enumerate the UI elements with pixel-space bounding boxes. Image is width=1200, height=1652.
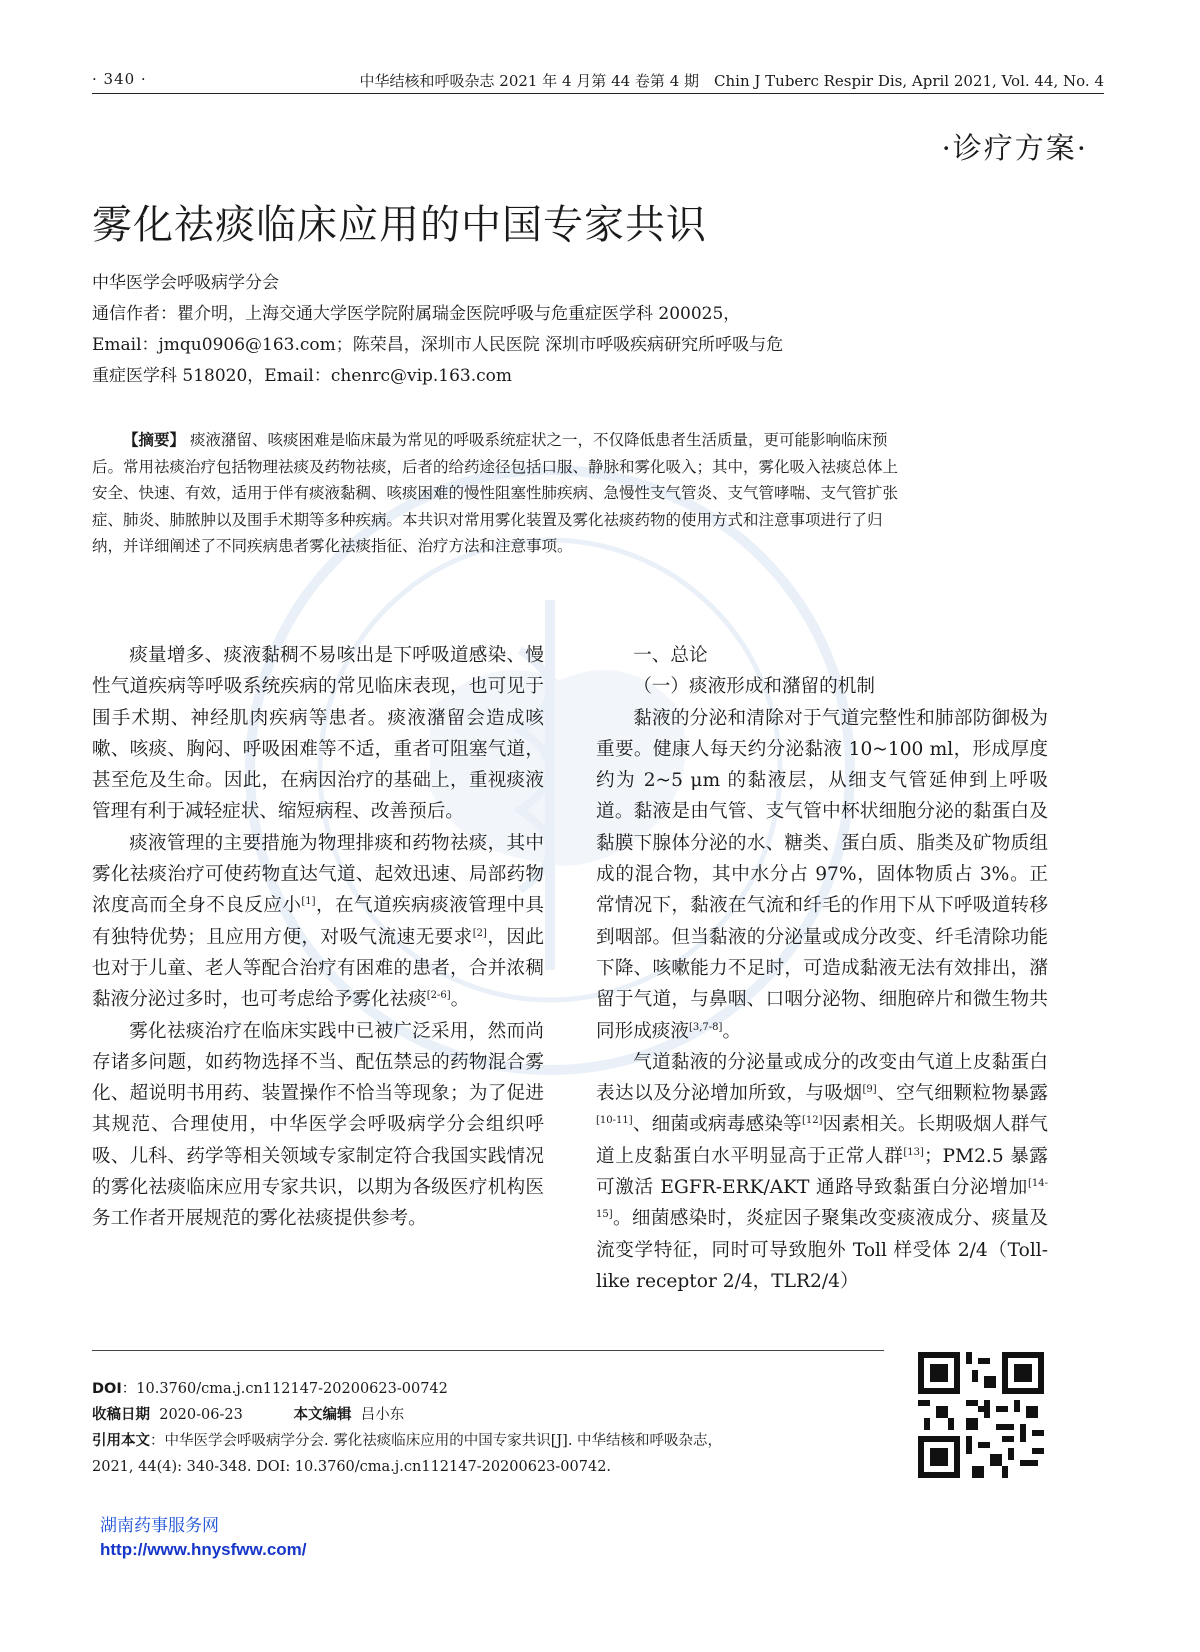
qr-code-icon[interactable]: [918, 1352, 1044, 1478]
correspondence-line-1: 通信作者：瞿介明，上海交通大学医学院附属瑞金医院呼吸与危重症医学科 200025，: [92, 304, 741, 324]
doi-line: [92, 1376, 892, 1402]
article-title: 雾化祛痰临床应用的中国专家共识: [92, 202, 707, 248]
citation-line-1: 引用本文：中华医学会呼吸病学分会. 雾化祛痰临床应用的中国专家共识[J]. 中华结核和呼吸杂志，: [92, 1433, 723, 1449]
abstract-label: 【摘要】: [123, 431, 186, 449]
citation: [12]: [801, 1115, 823, 1127]
citation: [2-6]: [426, 990, 451, 1002]
received-date: 2020-06-23: [159, 1407, 243, 1423]
source-site-watermark: [100, 1514, 307, 1562]
abstract-text: 痰液潴留、咳痰困难是临床最为常见的呼吸系统症状之一，不仅降低患者生活质量，更可能影响临床预后。常用祛痰治疗包括物理祛痰及药物祛痰，后者的给药途径包括口服、静脉和雾化吸入；其中，雾化吸入祛痰总体上安全、快速、有效，适用于伴有痰液黏稠、咳痰困难的慢性阻塞性肺疾病、急慢性支气管炎、支气管哮喘、支气管扩张症、肺炎、肺脓肿以及围手术期等多种疾病。本共识对常用雾化装置及雾化祛痰药物的使用方式和注意事项进行了归纳，并详细阐述了不同疾病患者雾化祛痰指征、治疗方法和注意事项。: [92, 431, 899, 555]
received-line: [92, 1402, 892, 1428]
author-block: [92, 268, 892, 392]
body-paragraph: 气道黏液的分泌量或成分的改变由气道上皮黏蛋白表达以及分泌增加所致，与吸烟[9]、空气细颗粒物暴露[10-11]、细菌或病毒感染等[12]因素相关。长期吸烟人群气道上皮黏蛋白水平明显高于正常人群[13]；PM2.5 暴露可激活 EGFR-ERK/AKT 通路导致黏蛋白分泌增加[14-15]。细菌感染时，炎症因子聚集改变痰液成分、痰量及流变学特征，同时可导致胞外 Toll 样受体 2/4（Toll-like receptor 2/4，TLR2/4）: [596, 1051, 1048, 1292]
citation: [2]: [472, 927, 487, 939]
left-column: [92, 640, 544, 1235]
header-rule: [92, 93, 1104, 94]
doi-label: DOI: [92, 1381, 122, 1397]
page-number: · 340 ·: [92, 70, 147, 88]
citation: [1]: [301, 896, 316, 908]
received-label: 收稿日期: [92, 1407, 150, 1423]
doi-link[interactable]: ：10.3760/cma.j.cn112147-20200623-00742: [121, 1381, 448, 1397]
right-column: [596, 640, 1048, 1297]
footer-rule: [92, 1350, 884, 1351]
author-organization: 中华医学会呼吸病学分会: [92, 273, 279, 293]
body-paragraph: 痰液管理的主要措施为物理排痰和药物祛痰，其中雾化祛痰治疗可使药物直达气道、起效迅速、局部药物浓度高而全身不良反应小[1]，在气道疾病痰液管理中具有独特优势；且应用方便，对吸气流速无要求[2]，因此也对于儿童、老人等配合治疗有困难的患者，合并浓稠黏液分泌过多时，也可考虑给予雾化祛痰[2-6]。: [92, 832, 544, 1011]
editor-label: 本文编辑: [293, 1407, 352, 1423]
article-footer: [92, 1376, 892, 1480]
abstract: [92, 427, 912, 560]
body-paragraph: 痰量增多、痰液黏稠不易咳出是下呼吸道感染、慢性气道疾病等呼吸系统疾病的常见临床表现，也可见于围手术期、神经肌肉疾病等患者。痰液潴留会造成咳嗽、咳痰、胸闷、呼吸困难等不适，重者可阻塞气道，甚至危及生命。因此，在病因治疗的基础上，重视痰液管理有利于减轻症状、缩短病程、改善预后。: [92, 645, 544, 823]
site-url-link[interactable]: http://www.hnysfww.com/: [100, 1540, 307, 1559]
subsection-heading: （一）痰液形成和潴留的机制: [633, 676, 875, 698]
body-paragraph: 雾化祛痰治疗在临床实践中已被广泛采用，然而尚存诸多问题，如药物选择不当、配伍禁忌的药物混合雾化、超说明书用药、装置操作不恰当等现象；为了促进其规范、合理使用，中华医学会呼吸病学分会组织呼吸、儿科、药学等相关领域专家制定符合我国实践情况的雾化祛痰临床应用专家共识，以期为各级医疗机构医务工作者开展规范的雾化祛痰提供参考。: [92, 1020, 544, 1230]
correspondence-line-3: 重症医学科 518020，Email：chenrc@vip.163.com: [92, 366, 513, 386]
citation: [9]: [862, 1083, 877, 1095]
body-paragraph: 黏液的分泌和清除对于气道完整性和肺部防御极为重要。健康人每天约分泌黏液 10~100 ml，形成厚度约为 2~5 μm 的黏液层，从细支气管延伸到上呼吸道。黏液是由气管、支气管中杯状细胞分泌的黏蛋白及黏膜下腺体分泌的水、糖类、蛋白质、脂类及矿物质组成的混合物，其中水分占 97%，固体物质占 3%。正常情况下，黏液在气流和纤毛的作用下从下呼吸道转移到咽部。但当黏液的分泌量或成分改变、纤毛清除功能下降、咳嗽能力不足时，可造成黏液无法有效排出，潴留于气道，与鼻咽、口咽分泌物、细胞碎片和微生物共同形成痰液[3,7-8]。: [596, 707, 1048, 1042]
citation: [14-15]: [596, 1177, 1048, 1221]
citation-line-2: 2021, 44(4): 340-348. DOI: 10.3760/cma.j.cn112147-20200623-00742.: [92, 1459, 612, 1475]
section-heading: 一、总论: [633, 645, 708, 666]
correspondence-line-2: Email：jmqu0906@163.com；陈荣昌，深圳市人民医院 深圳市呼吸疾病研究所呼吸与危: [92, 335, 784, 355]
citation: [3,7-8]: [688, 1021, 723, 1033]
citation: [13]: [903, 1146, 924, 1158]
citation: [10-11]: [596, 1115, 633, 1127]
editor-name: 吕小东: [360, 1407, 405, 1423]
site-name: 湖南药事服务网: [100, 1516, 219, 1536]
cite-label: 引用本文: [92, 1433, 150, 1449]
section-tag: ·诊疗方案·: [941, 131, 1088, 165]
journal-running-header: 中华结核和呼吸杂志 2021 年 4 月第 44 卷第 4 期 Chin J Tuberc Respir Dis, April 2021, Vol. 44, No. 4: [359, 72, 1104, 90]
